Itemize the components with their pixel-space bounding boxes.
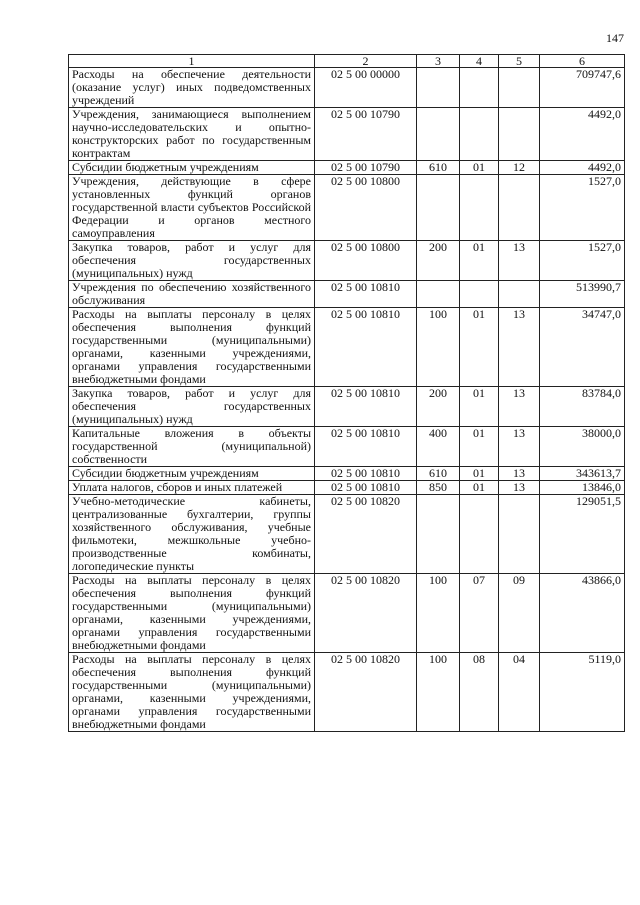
row-amount-cell: 1527,0	[540, 175, 625, 241]
row-vr-cell: 610	[417, 467, 460, 481]
row-rz-cell	[460, 68, 499, 108]
row-pr-cell: 09	[499, 574, 540, 653]
row-rz-cell: 01	[460, 427, 499, 467]
row-name-cell: Учреждения по обеспечению хозяйственного обслуживания	[69, 281, 315, 308]
row-name-cell: Субсидии бюджетным учреждениям	[69, 161, 315, 175]
row-amount-cell: 129051,5	[540, 495, 625, 574]
row-pr-cell: 13	[499, 387, 540, 427]
row-amount-cell: 13846,0	[540, 481, 625, 495]
row-code-cell: 02 5 00 10810	[315, 481, 417, 495]
page-number: 147	[606, 31, 624, 45]
row-code-cell: 02 5 00 10810	[315, 281, 417, 308]
row-vr-cell: 850	[417, 481, 460, 495]
row-pr-cell: 13	[499, 241, 540, 281]
row-pr-cell: 13	[499, 467, 540, 481]
header-col-2: 2	[315, 55, 417, 68]
row-amount-cell: 5119,0	[540, 653, 625, 732]
table-row	[69, 427, 625, 467]
table-row	[69, 308, 625, 387]
row-pr-cell	[499, 495, 540, 574]
table-row	[69, 574, 625, 653]
row-amount-cell: 38000,0	[540, 427, 625, 467]
row-name-cell: Уплата налогов, сборов и иных платежей	[69, 481, 315, 495]
row-amount-cell: 1527,0	[540, 241, 625, 281]
row-code-cell: 02 5 00 10810	[315, 427, 417, 467]
header-col-6: 6	[540, 55, 625, 68]
row-code-cell: 02 5 00 10790	[315, 108, 417, 161]
row-amount-cell: 343613,7	[540, 467, 625, 481]
row-amount-cell: 83784,0	[540, 387, 625, 427]
row-vr-cell: 610	[417, 161, 460, 175]
row-vr-cell	[417, 495, 460, 574]
table-row	[69, 281, 625, 308]
row-vr-cell: 200	[417, 241, 460, 281]
row-amount-cell: 4492,0	[540, 108, 625, 161]
row-name-cell: Учреждения, действующие в сфере установленных функций органов государственной власти субъектов Российской Федерации и органов местного самоуправления	[69, 175, 315, 241]
row-rz-cell	[460, 108, 499, 161]
row-pr-cell: 13	[499, 427, 540, 467]
row-name-cell: Расходы на выплаты персоналу в целях обеспечения выполнения функций государственными (муниципальными) органами, казенными учреждениями, органами управления государственными внебюджетными фондами	[69, 653, 315, 732]
row-vr-cell: 100	[417, 653, 460, 732]
row-rz-cell: 01	[460, 241, 499, 281]
row-pr-cell	[499, 68, 540, 108]
row-vr-cell	[417, 108, 460, 161]
table-row	[69, 495, 625, 574]
row-vr-cell: 100	[417, 574, 460, 653]
row-pr-cell	[499, 281, 540, 308]
row-pr-cell: 13	[499, 308, 540, 387]
table-row	[69, 108, 625, 161]
row-rz-cell: 01	[460, 387, 499, 427]
row-code-cell: 02 5 00 10820	[315, 495, 417, 574]
row-name-cell: Расходы на выплаты персоналу в целях обеспечения выполнения функций государственными (муниципальными) органами, казенными учреждениями, органами управления государственными внебюджетными фондами	[69, 308, 315, 387]
row-vr-cell: 100	[417, 308, 460, 387]
row-rz-cell	[460, 281, 499, 308]
row-amount-cell: 4492,0	[540, 161, 625, 175]
header-col-5: 5	[499, 55, 540, 68]
table-row	[69, 467, 625, 481]
header-col-3: 3	[417, 55, 460, 68]
row-amount-cell: 34747,0	[540, 308, 625, 387]
header-col-4: 4	[460, 55, 499, 68]
row-rz-cell: 01	[460, 308, 499, 387]
row-name-cell: Учебно-методические кабинеты, централизованные бухгалтерии, группы хозяйственного обслуживания, учебные фильмотеки, межшкольные учебно-производственные комбинаты, логопедические пункты	[69, 495, 315, 574]
row-code-cell: 02 5 00 10820	[315, 574, 417, 653]
row-rz-cell: 01	[460, 467, 499, 481]
row-rz-cell	[460, 495, 499, 574]
table-row	[69, 481, 625, 495]
header-col-1: 1	[69, 55, 315, 68]
row-rz-cell	[460, 175, 499, 241]
row-code-cell: 02 5 00 10810	[315, 308, 417, 387]
row-code-cell: 02 5 00 10790	[315, 161, 417, 175]
row-amount-cell: 513990,7	[540, 281, 625, 308]
row-name-cell: Расходы на обеспечение деятельности (оказание услуг) иных подведомственных учреждений	[69, 68, 315, 108]
row-rz-cell: 08	[460, 653, 499, 732]
row-code-cell: 02 5 00 10800	[315, 241, 417, 281]
row-pr-cell: 13	[499, 481, 540, 495]
row-amount-cell: 43866,0	[540, 574, 625, 653]
table-row	[69, 241, 625, 281]
row-rz-cell: 01	[460, 161, 499, 175]
row-name-cell: Закупка товаров, работ и услуг для обеспечения государственных (муниципальных) нужд	[69, 387, 315, 427]
row-code-cell: 02 5 00 10810	[315, 467, 417, 481]
row-rz-cell: 07	[460, 574, 499, 653]
row-code-cell: 02 5 00 00000	[315, 68, 417, 108]
table-row	[69, 68, 625, 108]
row-vr-cell	[417, 281, 460, 308]
row-code-cell: 02 5 00 10820	[315, 653, 417, 732]
row-pr-cell: 04	[499, 653, 540, 732]
row-vr-cell	[417, 175, 460, 241]
row-name-cell: Закупка товаров, работ и услуг для обеспечения государственных (муниципальных) нужд	[69, 241, 315, 281]
row-vr-cell: 200	[417, 387, 460, 427]
budget-table	[68, 54, 625, 732]
row-vr-cell: 400	[417, 427, 460, 467]
row-name-cell: Субсидии бюджетным учреждениям	[69, 467, 315, 481]
table-row	[69, 387, 625, 427]
table-header-row	[69, 55, 625, 68]
row-code-cell: 02 5 00 10810	[315, 387, 417, 427]
row-pr-cell	[499, 175, 540, 241]
table-row	[69, 175, 625, 241]
row-name-cell: Капитальные вложения в объекты государственной (муниципальной) собственности	[69, 427, 315, 467]
row-name-cell: Расходы на выплаты персоналу в целях обеспечения выполнения функций государственными (муниципальными) органами, казенными учреждениями, органами управления государственными внебюджетными фондами	[69, 574, 315, 653]
row-rz-cell: 01	[460, 481, 499, 495]
table-row	[69, 161, 625, 175]
row-amount-cell: 709747,6	[540, 68, 625, 108]
row-vr-cell	[417, 68, 460, 108]
row-code-cell: 02 5 00 10800	[315, 175, 417, 241]
row-pr-cell	[499, 108, 540, 161]
row-name-cell: Учреждения, занимающиеся выполнением научно-исследовательских и опытно-конструкторских работ по государственным контрактам	[69, 108, 315, 161]
table-row	[69, 653, 625, 732]
row-pr-cell: 12	[499, 161, 540, 175]
